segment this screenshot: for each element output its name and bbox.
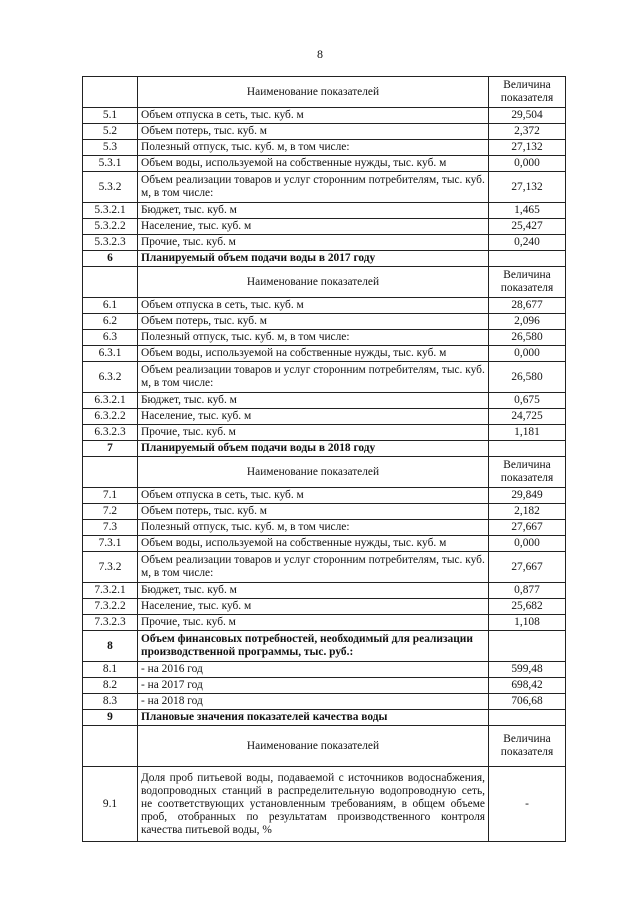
row-number: 5.3.1: [83, 156, 138, 172]
table-row: [83, 235, 566, 251]
row-value: 599,48: [489, 662, 566, 678]
row-number: 7.3.2.3: [83, 615, 138, 631]
row-name: Объем отпуска в сеть, тыс. куб. м: [138, 108, 489, 124]
section-value-cell: [489, 631, 566, 662]
table-row: [83, 694, 566, 710]
row-value: 2,372: [489, 124, 566, 140]
row-number: 6.2: [83, 314, 138, 330]
indicators-table-body: [83, 77, 566, 842]
row-name: Население, тыс. куб. м: [138, 409, 489, 425]
table-row: [83, 219, 566, 235]
row-value: 27,132: [489, 172, 566, 203]
row-number: 5.1: [83, 108, 138, 124]
row-number: 6.3.2.1: [83, 393, 138, 409]
indicators-table: [82, 76, 566, 842]
row-name: Объем потерь, тыс. куб. м: [138, 504, 489, 520]
row-name: Объем реализации товаров и услуг сторонним потребителям, тыс. куб. м, в том числе:: [138, 552, 489, 583]
table-row: [83, 156, 566, 172]
table-row: [83, 409, 566, 425]
table-row: [83, 520, 566, 536]
header-value-cell: Величина показателя: [489, 267, 566, 298]
header-number-cell: [83, 267, 138, 298]
row-number: 7.3.2.2: [83, 599, 138, 615]
row-number: 5.3.2.2: [83, 219, 138, 235]
section-row: [83, 441, 566, 457]
row-name: Объем воды, используемой на собственные нужды, тыс. куб. м: [138, 156, 489, 172]
column-header-row: [83, 726, 566, 767]
row-name: Прочие, тыс. куб. м: [138, 235, 489, 251]
table-row: [83, 599, 566, 615]
table-row: [83, 314, 566, 330]
table-row: [83, 583, 566, 599]
row-value: 29,849: [489, 488, 566, 504]
table-row: [83, 362, 566, 393]
table-row: [83, 767, 566, 842]
table-row: [83, 488, 566, 504]
row-number: 5.3: [83, 140, 138, 156]
row-number: 7.3: [83, 520, 138, 536]
table-row: [83, 662, 566, 678]
section-row: [83, 710, 566, 726]
row-name: - на 2016 год: [138, 662, 489, 678]
row-name: Объем потерь, тыс. куб. м: [138, 314, 489, 330]
row-value: 2,182: [489, 504, 566, 520]
row-value: 1,108: [489, 615, 566, 631]
row-number: 5.2: [83, 124, 138, 140]
header-number-cell: [83, 77, 138, 108]
row-number: 7.2: [83, 504, 138, 520]
row-value: 0,000: [489, 156, 566, 172]
row-name: Бюджет, тыс. куб. м: [138, 203, 489, 219]
header-name-cell: Наименование показателей: [138, 77, 489, 108]
table-row: [83, 203, 566, 219]
row-number: 6.3.2.3: [83, 425, 138, 441]
row-name: Доля проб питьевой воды, подаваемой с источников водоснабжения, водопроводных станций в распределительную водопроводную сеть, не соответствующих установленным требованиям, в общем объеме проб, отобранных по результатам производственного контроля качества питьевой воды, %: [138, 767, 489, 842]
row-value: 25,427: [489, 219, 566, 235]
row-number: 5.3.2.1: [83, 203, 138, 219]
row-name: Полезный отпуск, тыс. куб. м, в том числе:: [138, 330, 489, 346]
section-value-cell: [489, 251, 566, 267]
table-row: [83, 108, 566, 124]
row-value: 24,725: [489, 409, 566, 425]
table-row: [83, 172, 566, 203]
row-number: 9.1: [83, 767, 138, 842]
section-title: Объем финансовых потребностей, необходимый для реализации производственной программы, тыс. руб.:: [138, 631, 489, 662]
table-row: [83, 678, 566, 694]
row-number: 6.3.1: [83, 346, 138, 362]
row-name: Полезный отпуск, тыс. куб. м, в том числе:: [138, 140, 489, 156]
row-value: 25,682: [489, 599, 566, 615]
section-title: Планируемый объем подачи воды в 2018 году: [138, 441, 489, 457]
table-row: [83, 393, 566, 409]
column-header-row: [83, 267, 566, 298]
section-number: 9: [83, 710, 138, 726]
row-name: Объем потерь, тыс. куб. м: [138, 124, 489, 140]
row-name: Объем реализации товаров и услуг сторонним потребителям, тыс. куб. м, в том числе:: [138, 172, 489, 203]
row-name: Бюджет, тыс. куб. м: [138, 583, 489, 599]
row-name: Объем воды, используемой на собственные нужды, тыс. куб. м: [138, 536, 489, 552]
row-value: 27,667: [489, 520, 566, 536]
row-number: 6.1: [83, 298, 138, 314]
row-number: 8.3: [83, 694, 138, 710]
header-number-cell: [83, 726, 138, 767]
row-number: 7.3.2.1: [83, 583, 138, 599]
header-value-cell: Величина показателя: [489, 457, 566, 488]
row-number: 8.2: [83, 678, 138, 694]
header-name-cell: Наименование показателей: [138, 726, 489, 767]
row-number: 6.3.2: [83, 362, 138, 393]
header-name-cell: Наименование показателей: [138, 457, 489, 488]
row-number: 5.3.2: [83, 172, 138, 203]
row-value: 1,465: [489, 203, 566, 219]
row-name: Объем отпуска в сеть, тыс. куб. м: [138, 488, 489, 504]
row-value: 26,580: [489, 330, 566, 346]
table-row: [83, 425, 566, 441]
row-name: Население, тыс. куб. м: [138, 599, 489, 615]
section-title: Плановые значения показателей качества воды: [138, 710, 489, 726]
row-value: 698,42: [489, 678, 566, 694]
column-header-row: [83, 77, 566, 108]
row-name: Прочие, тыс. куб. м: [138, 615, 489, 631]
table-row: [83, 504, 566, 520]
row-value: 2,096: [489, 314, 566, 330]
row-name: Полезный отпуск, тыс. куб. м, в том числе:: [138, 520, 489, 536]
section-number: 6: [83, 251, 138, 267]
row-value: 706,68: [489, 694, 566, 710]
row-number: 6.3: [83, 330, 138, 346]
header-number-cell: [83, 457, 138, 488]
table-row: [83, 536, 566, 552]
row-name: Объем воды, используемой на собственные нужды, тыс. куб. м: [138, 346, 489, 362]
column-header-row: [83, 457, 566, 488]
header-name-cell: Наименование показателей: [138, 267, 489, 298]
row-name: - на 2018 год: [138, 694, 489, 710]
row-value: 0,675: [489, 393, 566, 409]
row-value: 27,667: [489, 552, 566, 583]
header-value-cell: Величина показателя: [489, 726, 566, 767]
row-name: Прочие, тыс. куб. м: [138, 425, 489, 441]
row-value: -: [489, 767, 566, 842]
row-name: Население, тыс. куб. м: [138, 219, 489, 235]
table-row: [83, 124, 566, 140]
header-value-cell: Величина показателя: [489, 77, 566, 108]
page-number: 8: [317, 47, 323, 61]
row-number: 7.3.2: [83, 552, 138, 583]
row-value: 0,240: [489, 235, 566, 251]
row-number: 8.1: [83, 662, 138, 678]
section-number: 7: [83, 441, 138, 457]
row-name: Объем отпуска в сеть, тыс. куб. м: [138, 298, 489, 314]
row-value: 26,580: [489, 362, 566, 393]
row-name: - на 2017 год: [138, 678, 489, 694]
section-title: Планируемый объем подачи воды в 2017 году: [138, 251, 489, 267]
table-row: [83, 552, 566, 583]
row-number: 7.1: [83, 488, 138, 504]
row-number: 7.3.1: [83, 536, 138, 552]
row-value: 0,877: [489, 583, 566, 599]
section-row: [83, 251, 566, 267]
row-number: 6.3.2.2: [83, 409, 138, 425]
row-name: Объем реализации товаров и услуг сторонним потребителям, тыс. куб. м, в том числе:: [138, 362, 489, 393]
row-number: 5.3.2.3: [83, 235, 138, 251]
section-number: 8: [83, 631, 138, 662]
table-row: [83, 346, 566, 362]
table-row: [83, 298, 566, 314]
row-value: 1,181: [489, 425, 566, 441]
row-value: 28,677: [489, 298, 566, 314]
table-row: [83, 140, 566, 156]
table-row: [83, 330, 566, 346]
row-value: 0,000: [489, 346, 566, 362]
row-value: 29,504: [489, 108, 566, 124]
table-row: [83, 615, 566, 631]
row-name: Бюджет, тыс. куб. м: [138, 393, 489, 409]
row-value: 27,132: [489, 140, 566, 156]
section-row: [83, 631, 566, 662]
row-value: 0,000: [489, 536, 566, 552]
section-value-cell: [489, 441, 566, 457]
section-value-cell: [489, 710, 566, 726]
